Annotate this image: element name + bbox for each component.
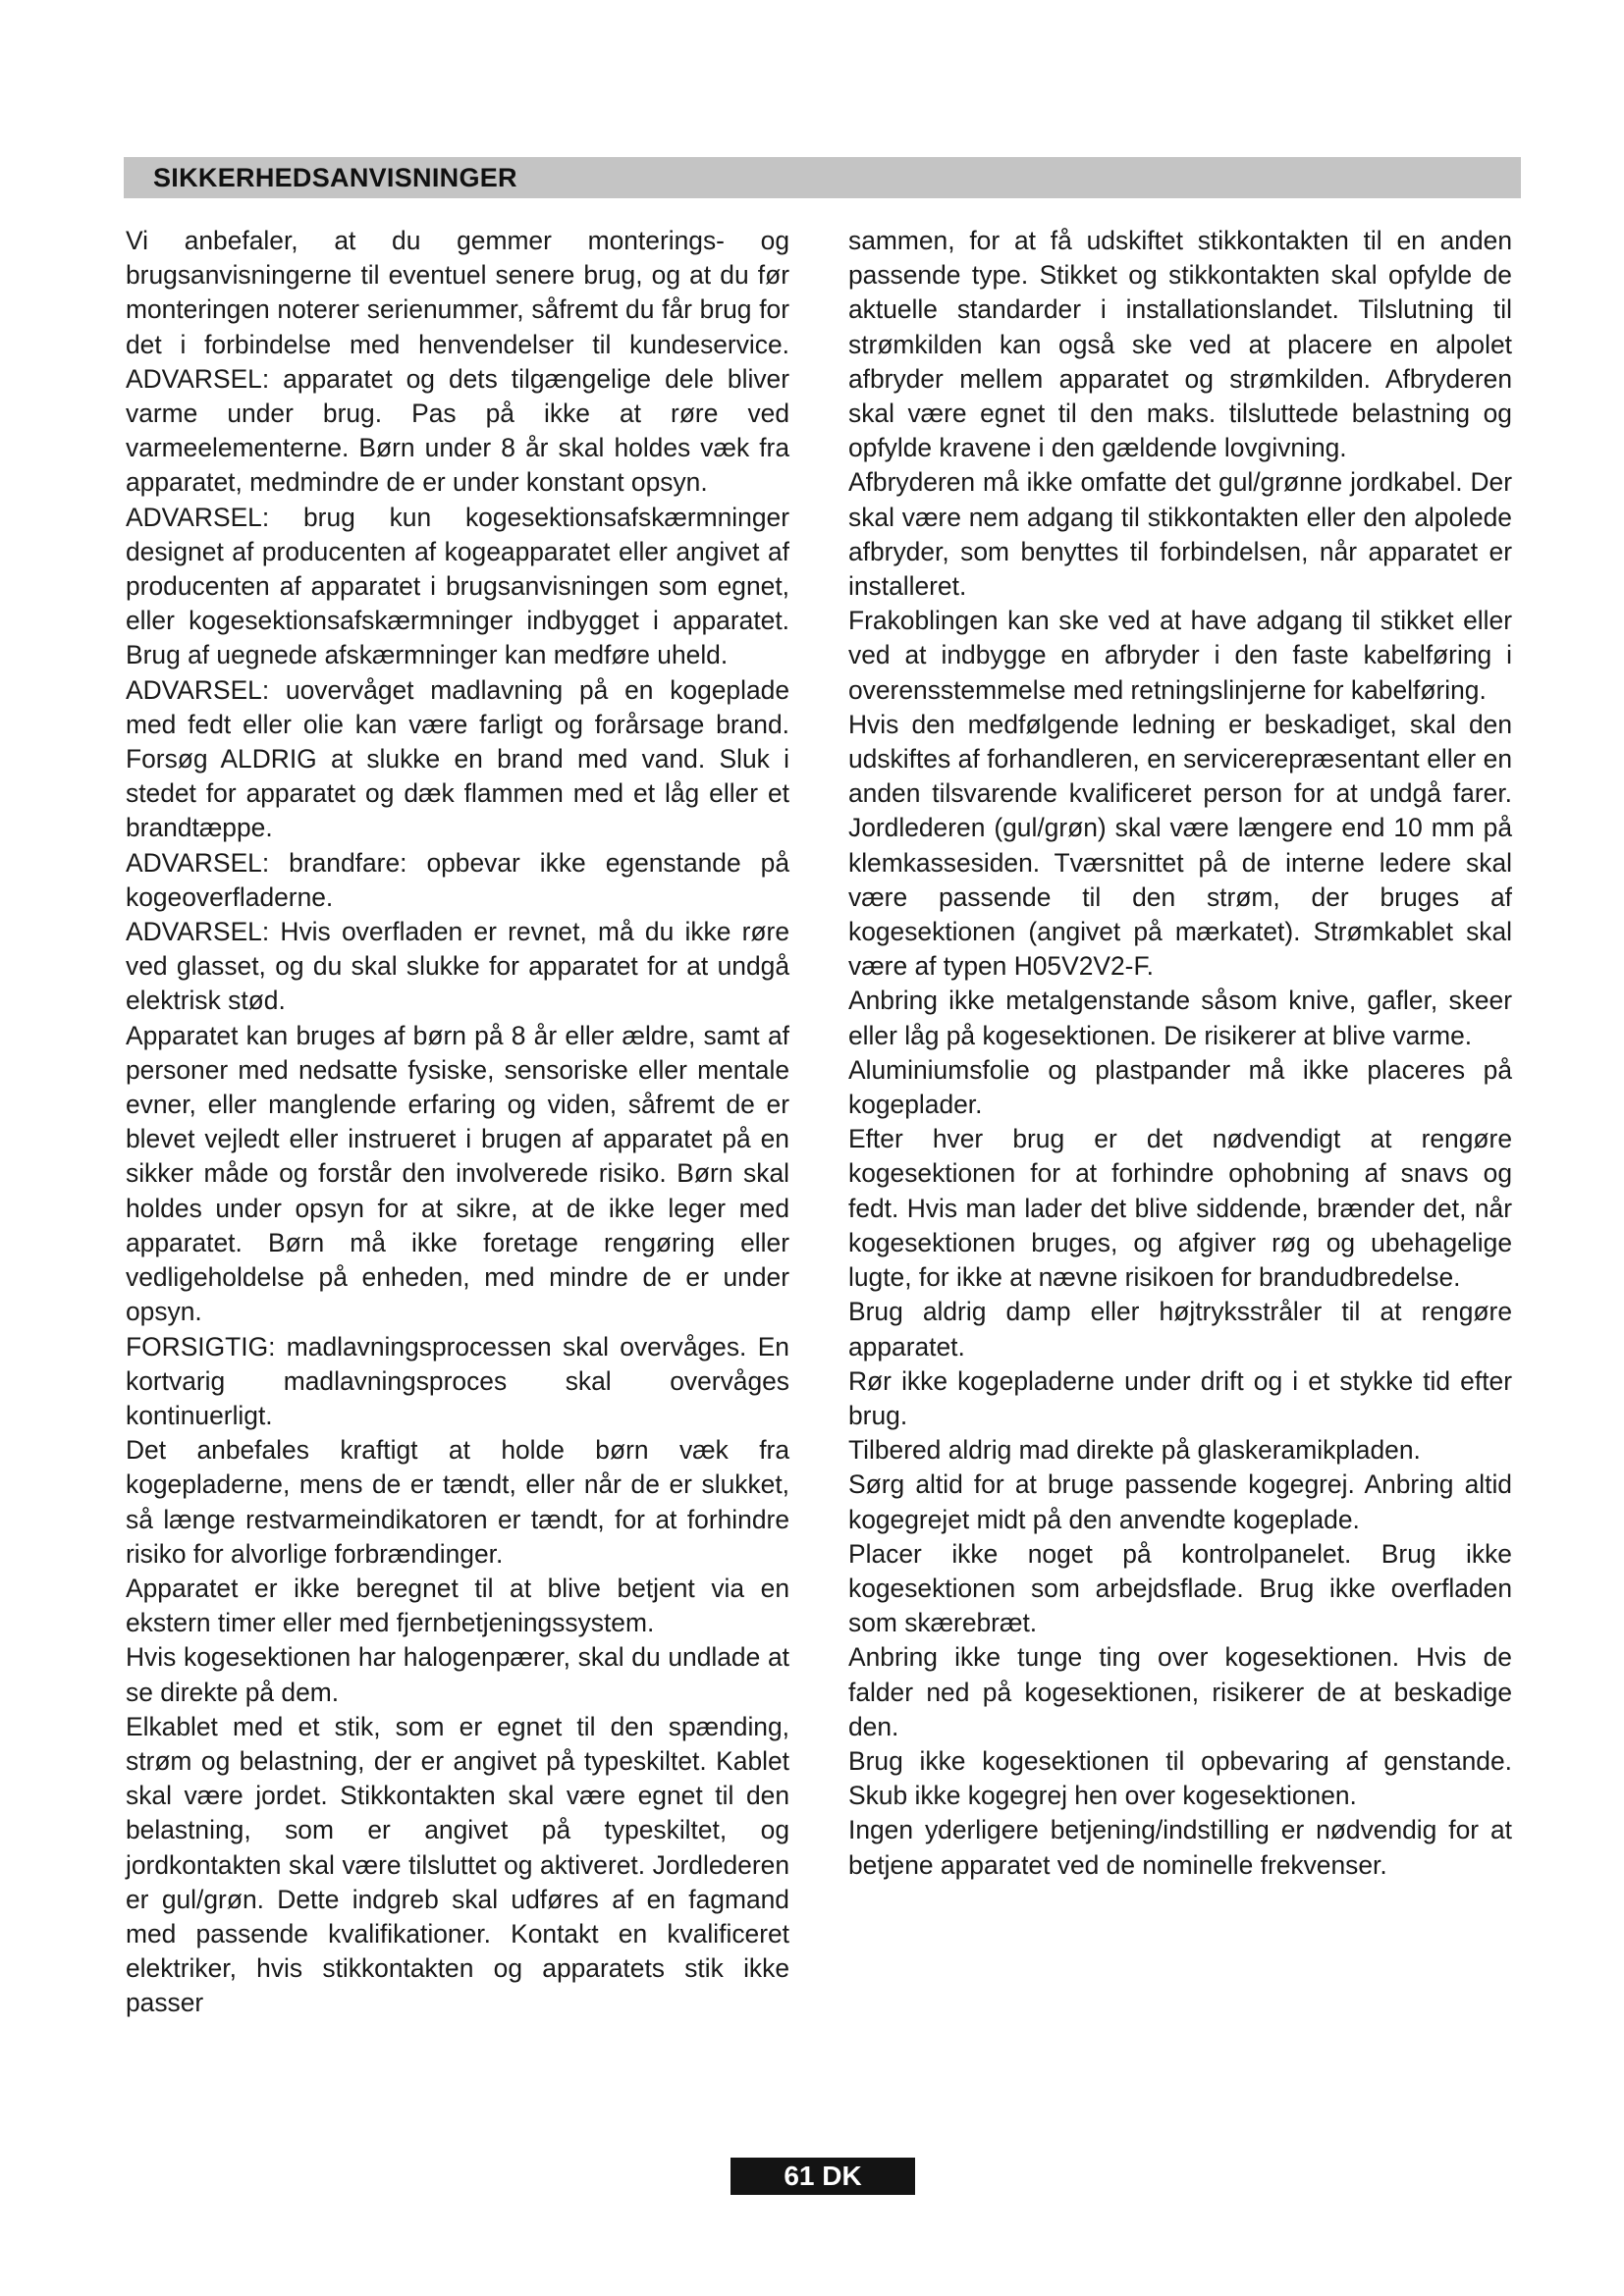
paragraph: Sørg altid for at bruge passende kogegrej. Anbring altid kogegrejet midt på den anvendte kogeplade. [848,1469,1512,1534]
paragraph: Anbring ikke metalgenstande såsom knive, gafler, skeer eller låg på kogesektionen. De risikerer at blive varme. [848,986,1512,1050]
paragraph: Afbryderen må ikke omfatte det gul/grønne jordkabel. Der skal være nem adgang til stikkontakten eller den alpolede afbryder, som benyttes til forbindelsen, når apparatet er installeret. [848,467,1512,602]
left-column [126,224,789,2021]
paragraph: Hvis den medfølgende ledning er beskadiget, skal den udskiftes af forhandleren, en servicerepræsentant eller en anden tilsvarende kvalificeret person for at undgå farer. Jordlederen (gul/grøn) skal være længere end 10 mm på klemkassesiden. Tværsnittet på de interne ledere skal være passende til den strøm, der bruges af kogesektionen (angivet på mærkatet). Strømkablet skal være af typen H05V2V2-F. [848,709,1512,982]
paragraph: ADVARSEL: Hvis overfladen er revnet, må du ikke røre ved glasset, og du skal slukke for apparatet for at undgå elektrisk stød. [126,917,789,1016]
section-title: SIKKERHEDSANVISNINGER [153,163,517,192]
paragraph: Efter hver brug er det nødvendigt at rengøre kogesektionen for at forhindre ophobning af snavs og fedt. Hvis man lader det blive siddende, brænder det, når kogesektionen bruges, og afgiver røg og ubehagelige lugte, for ikke at nævne risikoen for brandudbredelse. [848,1124,1512,1293]
paragraph: Brug ikke kogesektionen til opbevaring af genstande. Skub ikke kogegrej hen over kogesektionen. [848,1745,1512,1811]
paragraph: Apparatet er ikke beregnet til at blive betjent via en ekstern timer eller med fjernbetjeningssystem. [126,1573,789,1638]
section-header [124,157,1521,198]
paragraph: Hvis kogesektionen har halogenpærer, skal du undlade at se direkte på dem. [126,1642,789,1707]
paragraph: Vi anbefaler, at du gemmer monterings- og brugsanvisningerne til eventuel senere brug, og at du før monteringen noterer serienummer, såfremt du får brug for det i forbindelse med henvendelser til kundeservice. ADVARSEL: apparatet og dets tilgængelige dele bliver varme under brug. Pas på ikke at røre ved varmeelementerne. Børn under 8 år skal holdes væk fra apparatet, medmindre de er under konstant opsyn. [126,226,789,498]
paragraph: Placer ikke noget på kontrolpanelet. Brug ikke kogesektionen som arbejdsflade. Brug ikke overfladen som skærebræt. [848,1538,1512,1638]
paragraph: sammen, for at få udskiftet stikkontakten til en anden passende type. Stikket og stikkontakten skal opfylde de aktuelle standarder i installationslandet. Tilslutning til strømkilden kan også ske ved at placere en alpolet afbryder mellem apparatet og strømkilden. Afbryderen skal være egnet til den maks. tilsluttede belastning og opfylde kravene i den gældende lovgivning. [848,226,1512,463]
paragraph: Brug aldrig damp eller højtryksstråler til at rengøre apparatet. [848,1297,1512,1362]
paragraph: FORSIGTIG: madlavningsprocessen skal overvåges. En kortvarig madlavningsproces skal overvåges kontinuerligt. [126,1331,789,1430]
right-column [848,224,1512,1883]
paragraph: ADVARSEL: uovervåget madlavning på en kogeplade med fedt eller olie kan være farligt og forårsage brand. Forsøg ALDRIG at slukke en brand med vand. Sluk i stedet for apparatet og dæk flammen med et låg eller et brandtæppe. [126,674,789,843]
paragraph: Rør ikke kogepladerne under drift og i et stykke tid efter brug. [848,1365,1512,1430]
paragraph: Elkablet med et stik, som er egnet til den spænding, strøm og belastning, der er angivet på typeskiltet. Kablet skal være jordet. Stikkontakten skal være egnet til den belastning, som er angivet på typeskiltet, og jordkontakten skal være tilsluttet og aktiveret. Jordlederen er gul/grøn. Dette indgreb skal udføres af en fagmand med passende kvalifikationer. Kontakt en kvalificeret elektriker, hvis stikkontakten og apparatets stik ikke passer [126,1711,789,2018]
paragraph: Apparatet kan bruges af børn på 8 år eller ældre, samt af personer med nedsatte fysiske, sensoriske eller mentale evner, eller manglende erfaring og viden, såfremt de er blevet vejledt eller instrueret i brugen af apparatet på en sikker måde og forstår den involverede risiko. Børn skal holdes under opsyn for at sikre, at de ikke leger med apparatet. Børn må ikke foretage rengøring eller vedligeholdelse på enheden, med mindre de er under opsyn. [126,1020,789,1327]
paragraph: Tilbered aldrig mad direkte på glaskeramikpladen. [848,1435,1421,1466]
paragraph: Aluminiumsfolie og plastpander må ikke placeres på kogeplader. [848,1054,1512,1120]
paragraph: Anbring ikke tunge ting over kogesektionen. Hvis de falder ned på kogesektionen, risikerer de at beskadige den. [848,1642,1512,1741]
paragraph: Frakoblingen kan ske ved at have adgang til stikket eller ved at indbygge en afbryder i den faste kabelføring i overensstemmelse med retningslinjerne for kabelføring. [848,606,1512,705]
paragraph: ADVARSEL: brug kun kogesektionsafskærmninger designet af producenten af kogeapparatet eller angivet af producenten af apparatet i brugsanvisningen som egnet, eller kogesektionsafskærmninger indbygget i apparatet. Brug af uegnede afskærmninger kan medføre uheld. [126,502,789,670]
paragraph: ADVARSEL: brandfare: opbevar ikke egenstande på kogeoverfladerne. [126,847,789,912]
paragraph: Ingen yderligere betjening/indstilling er nødvendig for at betjene apparatet ved de nominelle frekvenser. [848,1815,1512,1880]
page-number: 61 DK [731,2158,915,2195]
paragraph: Det anbefales kraftigt at holde børn væk fra kogepladerne, mens de er tændt, eller når de er slukket, så længe restvarmeindikatoren er tændt, for at forhindre risiko for alvorlige forbrændinger. [126,1435,789,1569]
